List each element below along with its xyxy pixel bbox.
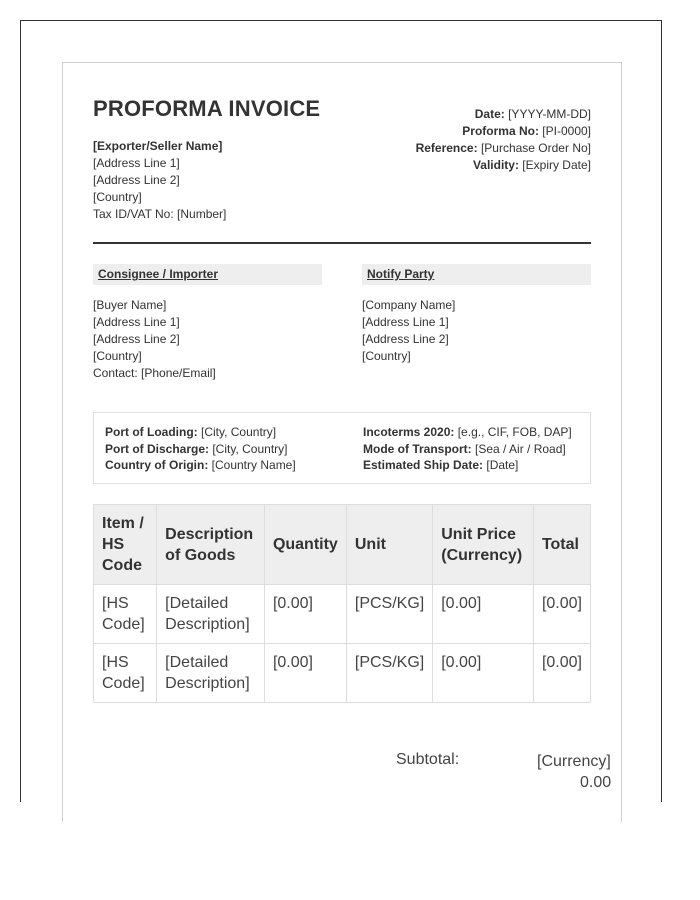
subtotal-currency: [Currency]	[537, 753, 611, 770]
column-header-quantity: Quantity	[264, 505, 346, 585]
port-of-discharge	[105, 441, 296, 458]
cell-total: [0.00]	[533, 585, 590, 644]
consignee-heading: Consignee / Importer	[93, 264, 322, 285]
consignee-contact: Contact: [Phone/Email]	[93, 366, 216, 380]
meta-validity-label: Validity:	[472, 158, 519, 172]
incoterms	[363, 424, 572, 441]
meta-validity	[416, 157, 591, 174]
consignee-address-line-2: [Address Line 2]	[93, 332, 180, 346]
country-of-origin	[105, 457, 296, 474]
cell-unit-price: [0.00]	[433, 644, 534, 703]
meta-reference-value: [Purchase Order No]	[477, 141, 591, 155]
notify-party-details	[362, 297, 591, 365]
cell-unit-price: [0.00]	[433, 585, 534, 644]
shipping-terms-column	[363, 424, 572, 474]
port-of-discharge-label: Port of Discharge:	[105, 441, 210, 456]
shipping-ports-column	[105, 424, 296, 474]
header-divider	[93, 242, 591, 244]
port-of-loading	[105, 424, 296, 441]
meta-proforma-label: Proforma No:	[462, 124, 539, 138]
column-header-unit: Unit	[346, 505, 432, 585]
table-row	[94, 585, 591, 644]
meta-proforma-no	[416, 123, 591, 140]
document-frame	[20, 20, 662, 802]
subtotal-label: Subtotal:	[396, 751, 460, 768]
notify-party-country: [Country]	[362, 349, 411, 363]
consignee-name: [Buyer Name]	[93, 298, 167, 312]
incoterms-value: [e.g., CIF, FOB, DAP]	[454, 425, 572, 439]
meta-date-value: [YYYY-MM-DD]	[504, 107, 591, 121]
shipping-details-box	[93, 412, 591, 484]
country-of-origin-label: Country of Origin:	[105, 458, 209, 472]
meta-date-label: Date:	[474, 107, 505, 121]
consignee-details	[93, 297, 322, 382]
table-row	[94, 644, 591, 703]
consignee-country: [Country]	[93, 349, 142, 363]
estimated-ship-date-value: [Date]	[483, 458, 519, 472]
country-of-origin-value: [Country Name]	[208, 458, 296, 472]
seller-block	[93, 138, 226, 223]
port-of-discharge-value: [City, Country]	[209, 441, 288, 456]
subtotal-value	[537, 751, 612, 793]
meta-validity-value: [Expiry Date]	[518, 158, 591, 172]
table-header-row	[94, 505, 591, 585]
port-of-loading-label: Port of Loading:	[105, 425, 198, 439]
estimated-ship-date	[363, 457, 572, 474]
seller-name: [Exporter/Seller Name]	[93, 139, 223, 153]
column-header-item-hs-code: Item / HS Code	[94, 505, 157, 585]
seller-address-line-2: [Address Line 2]	[93, 173, 180, 187]
port-of-loading-value: [City, Country]	[197, 425, 277, 439]
cell-hs-code: [HS Code]	[94, 585, 157, 644]
mode-of-transport-value: [Sea / Air / Road]	[471, 441, 566, 456]
meta-reference	[416, 140, 591, 157]
notify-party-address-line-1: [Address Line 1]	[362, 315, 449, 329]
invoice-page	[62, 62, 622, 822]
mode-of-transport	[363, 441, 572, 458]
cell-total: [0.00]	[533, 644, 590, 703]
seller-tax-id: Tax ID/VAT No: [Number]	[93, 207, 227, 221]
incoterms-label: Incoterms 2020:	[363, 425, 455, 439]
invoice-title: PROFORMA INVOICE	[93, 96, 321, 121]
cell-unit: [PCS/KG]	[346, 644, 432, 703]
cell-quantity: [0.00]	[264, 585, 346, 644]
notify-party-block	[362, 264, 591, 365]
meta-reference-label: Reference:	[415, 141, 478, 155]
consignee-block	[93, 264, 322, 382]
cell-description: [Detailed Description]	[157, 644, 265, 703]
notify-party-heading: Notify Party	[362, 264, 591, 285]
consignee-address-line-1: [Address Line 1]	[93, 315, 180, 329]
estimated-ship-date-label: Estimated Ship Date:	[363, 458, 484, 472]
invoice-meta	[416, 106, 591, 174]
meta-date	[416, 106, 591, 123]
cell-description: [Detailed Description]	[157, 585, 265, 644]
notify-party-name: [Company Name]	[362, 298, 456, 312]
notify-party-address-line-2: [Address Line 2]	[362, 332, 449, 346]
meta-proforma-value: [PI-0000]	[538, 124, 591, 138]
cell-hs-code: [HS Code]	[94, 644, 157, 703]
column-header-description: Description of Goods	[157, 505, 265, 585]
mode-of-transport-label: Mode of Transport:	[363, 441, 472, 456]
column-header-total: Total	[533, 505, 590, 585]
subtotal-amount: 0.00	[580, 774, 612, 791]
column-header-unit-price: Unit Price (Currency)	[433, 505, 534, 585]
seller-address-line-1: [Address Line 1]	[93, 156, 180, 170]
cell-quantity: [0.00]	[264, 644, 346, 703]
line-items-table	[93, 504, 591, 703]
cell-unit: [PCS/KG]	[346, 585, 432, 644]
seller-country: [Country]	[93, 190, 142, 204]
